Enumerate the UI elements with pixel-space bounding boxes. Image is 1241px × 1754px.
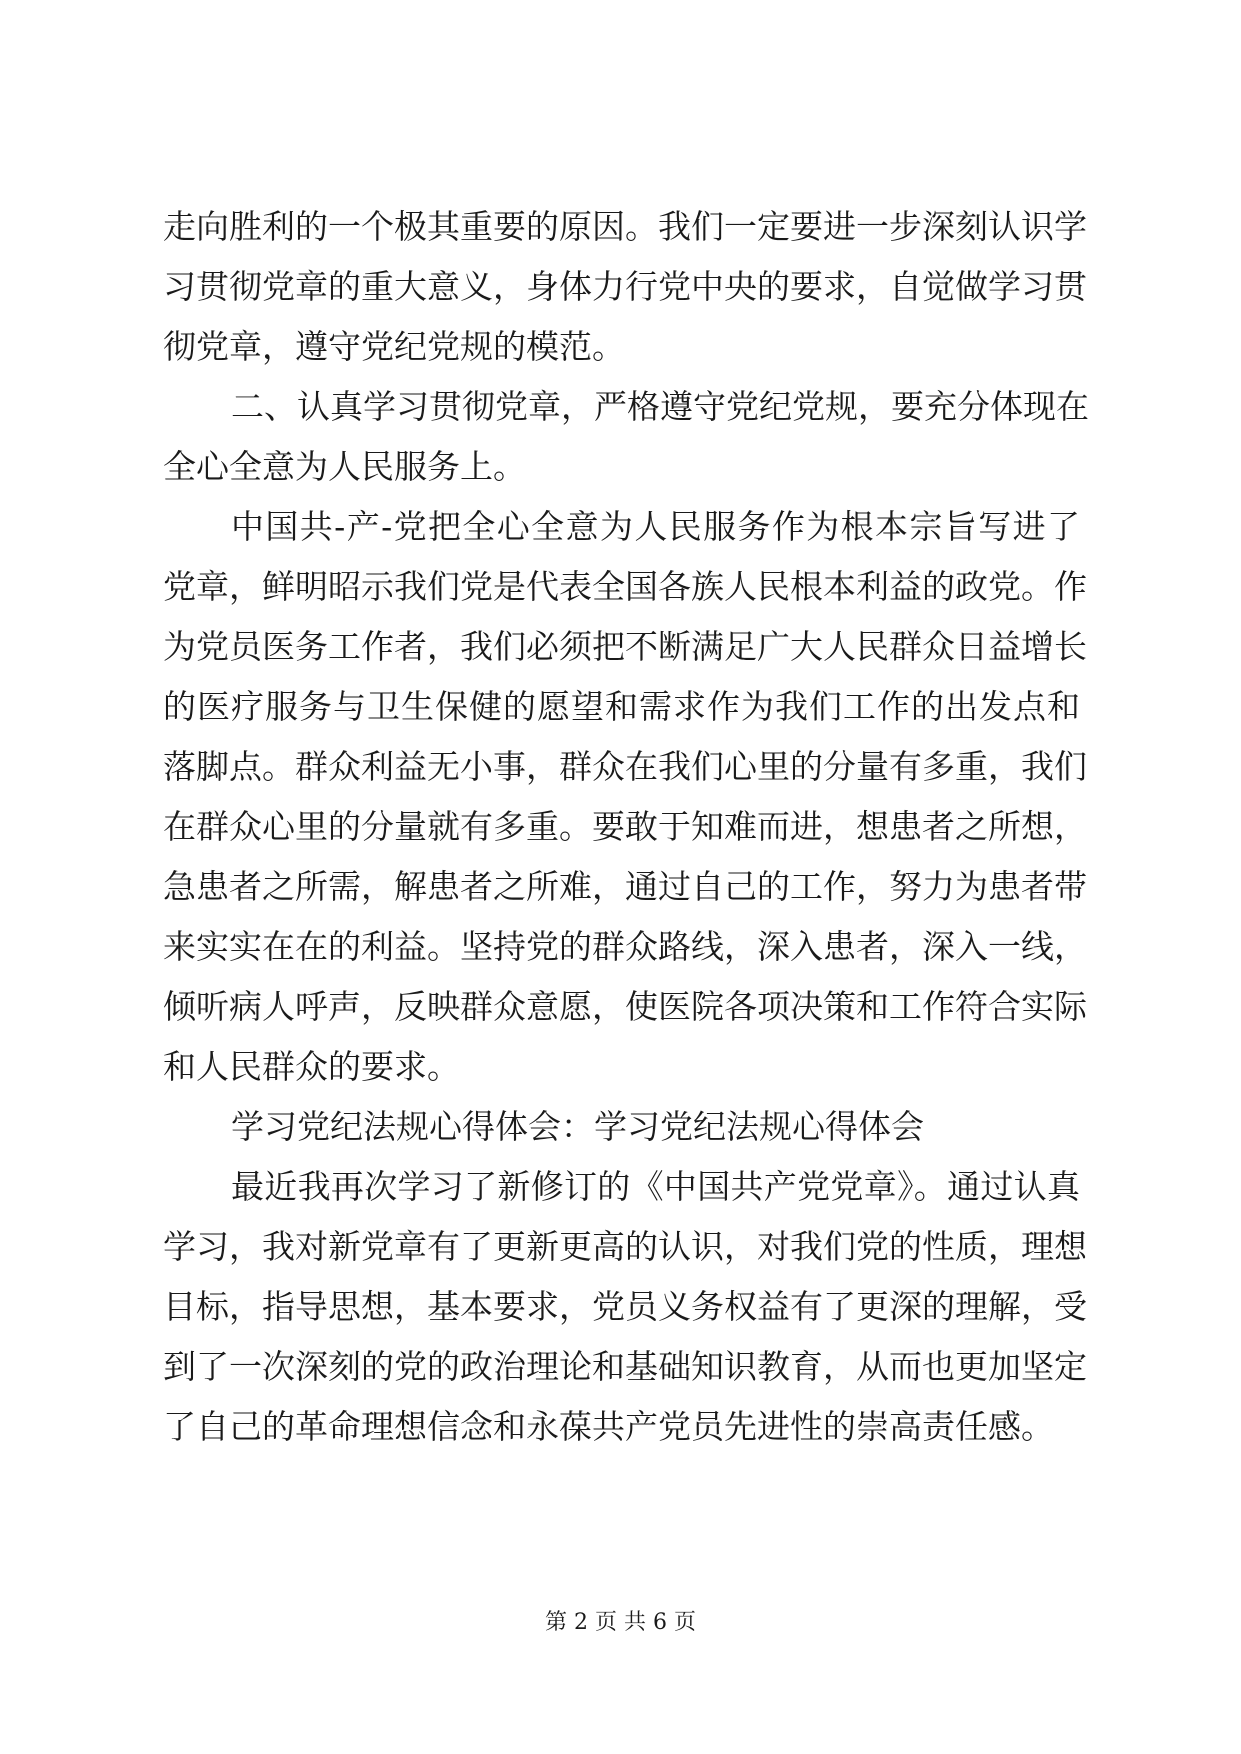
section-heading: 全心全意为人民服务上。	[163, 447, 526, 486]
page-number: 第 2 页 共 6 页	[545, 1610, 696, 1635]
text-line: 目标，指导思想，基本要求，党员义务权益有了更深的理解，受	[163, 1287, 1087, 1326]
text-line: 中国共-产-党把全心全意为人民服务作为根本宗旨写进了	[231, 507, 1080, 546]
text-line: 习贯彻党章的重大意义，身体力行党中央的要求，自觉做学习贯	[163, 267, 1087, 306]
text-line: 的医疗服务与卫生保健的愿望和需求作为我们工作的出发点和	[163, 687, 1080, 726]
text-line: 党章，鲜明昭示我们党是代表全国各族人民根本利益的政党。作	[163, 567, 1087, 606]
text-line: 彻党章，遵守党纪党规的模范。	[163, 327, 625, 366]
text-line: 学习，我对新党章有了更新更高的认识，对我们党的性质，理想	[163, 1227, 1087, 1266]
text-line: 来实实在在的利益。坚持党的群众路线，深入患者，深入一线，	[163, 927, 1087, 966]
text-line: 倾听病人呼声，反映群众意愿，使医院各项决策和工作符合实际	[163, 987, 1087, 1026]
text-line: 走向胜利的一个极其重要的原因。我们一定要进一步深刻认识学	[163, 207, 1087, 246]
article-title: 学习党纪法规心得体会：学习党纪法规心得体会	[231, 1107, 924, 1146]
text-line: 最近我再次学习了新修订的《中国共产党党章》。通过认真	[231, 1167, 1080, 1206]
section-heading: 二、认真学习贯彻党章，严格遵守党纪党规，要充分体现在	[231, 387, 1089, 426]
text-line: 到了一次深刻的党的政治理论和基础知识教育，从而也更加坚定	[163, 1347, 1087, 1386]
text-line: 在群众心里的分量就有多重。要敢于知难而进，想患者之所想，	[163, 807, 1087, 846]
text-line: 为党员医务工作者，我们必须把不断满足广大人民群众日益增长	[163, 627, 1087, 666]
text-line: 了自己的革命理想信念和永葆共产党员先进性的崇高责任感。	[163, 1407, 1054, 1446]
text-line: 和人民群众的要求。	[163, 1047, 460, 1086]
text-line: 急患者之所需，解患者之所难，通过自己的工作，努力为患者带	[163, 867, 1087, 906]
text-line: 落脚点。群众利益无小事，群众在我们心里的分量有多重，我们	[163, 747, 1087, 786]
